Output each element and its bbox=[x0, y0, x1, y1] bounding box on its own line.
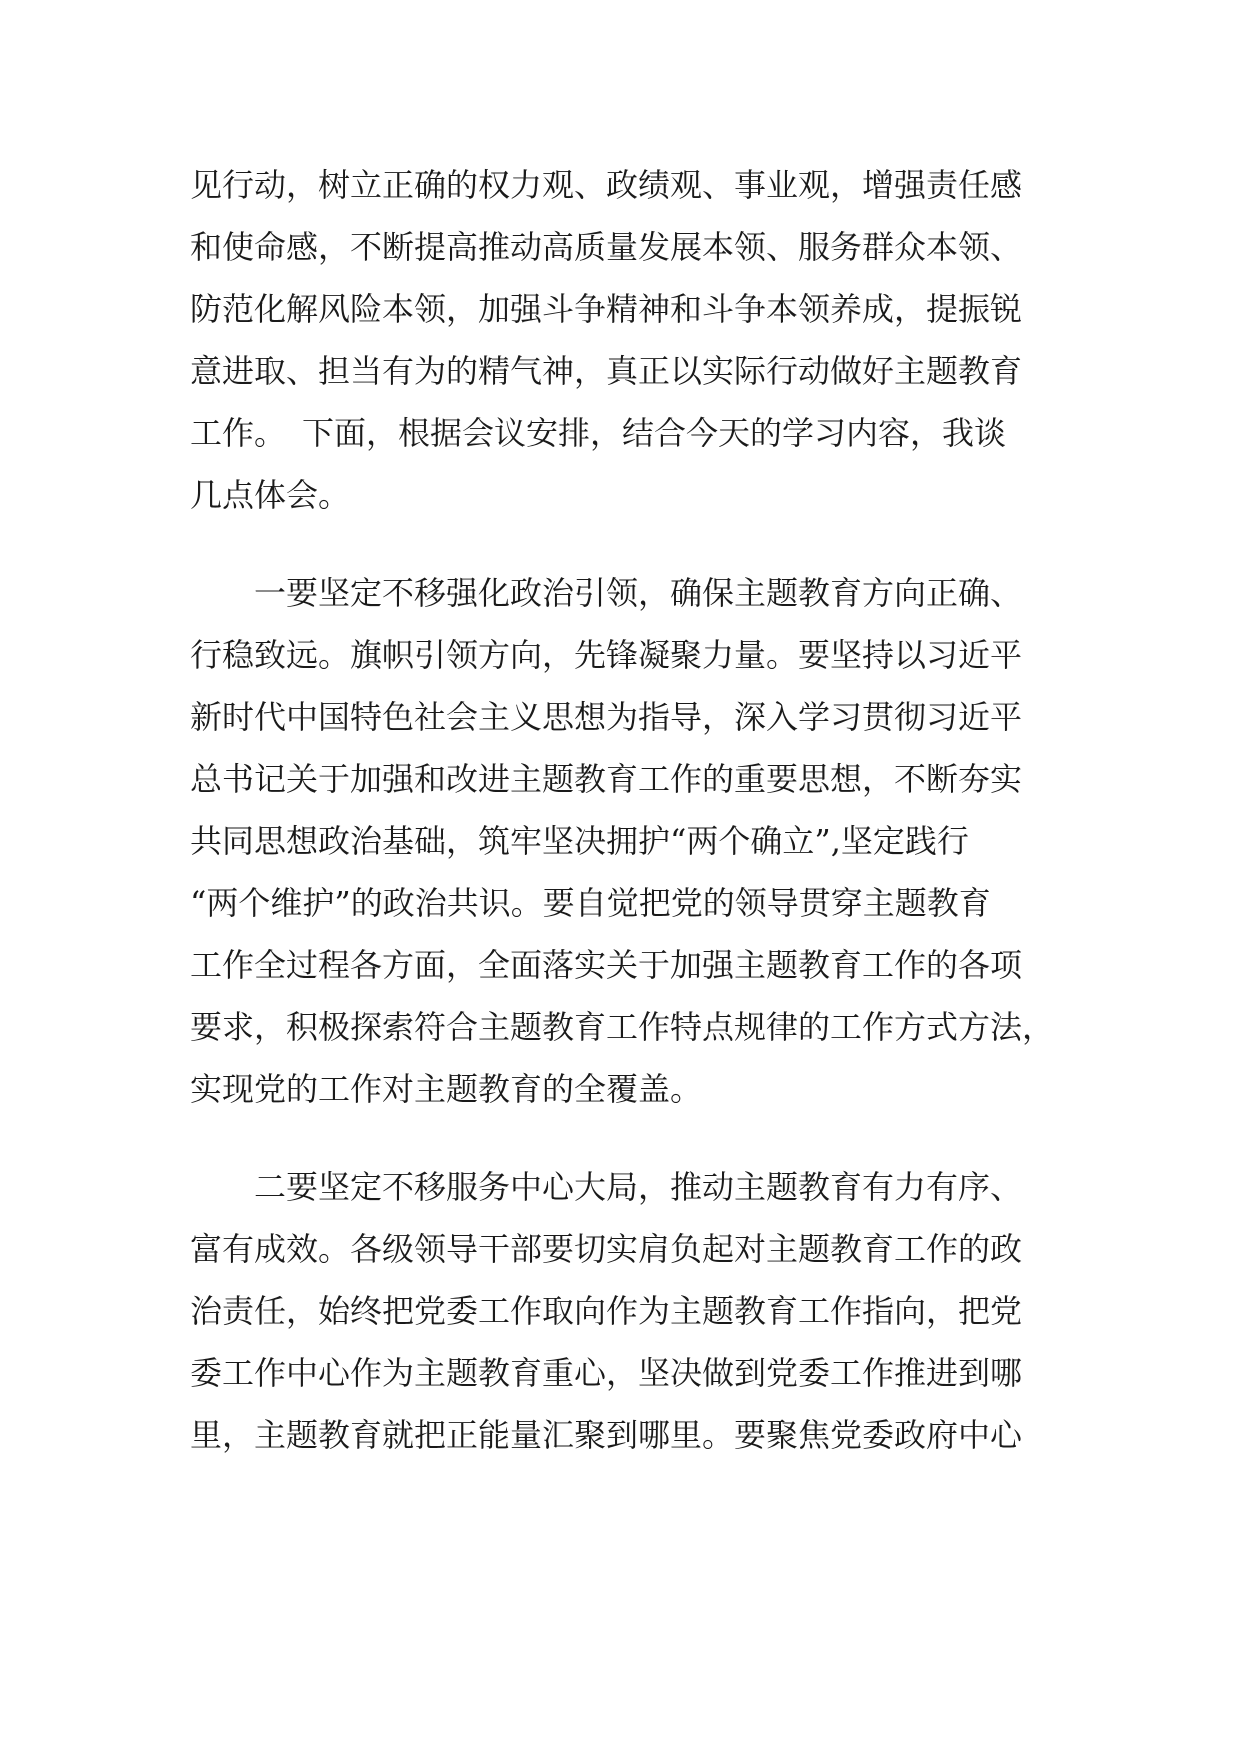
paragraph-line: 新时代中国特色社会主义思想为指导，深入学习贯彻习近平 bbox=[190, 698, 1023, 736]
paragraph-line: 工作。 下面，根据会议安排，结合今天的学习内容，我谈 bbox=[190, 414, 1007, 452]
paragraph-line: 治责任，始终把党委工作取向作为主题教育工作指向，把党 bbox=[190, 1292, 1023, 1330]
paragraph-line: 一要坚定不移强化政治引领，确保主题教育方向正确、 bbox=[254, 574, 1023, 612]
paragraph-line: 总书记关于加强和改进主题教育工作的重要思想，不断夯实 bbox=[190, 760, 1023, 798]
paragraph-line: “两个维护”的政治共识。要自觉把党的领导贯穿主题教育 bbox=[190, 884, 991, 922]
paragraph-line: 工作全过程各方面，全面落实关于加强主题教育工作的各项 bbox=[190, 946, 1023, 984]
paragraph-line: 见行动，树立正确的权力观、政绩观、事业观，增强责任感 bbox=[190, 166, 1023, 204]
paragraph-line: 里，主题教育就把正能量汇聚到哪里。要聚焦党委政府中心 bbox=[190, 1416, 1023, 1454]
paragraph-line: 富有成效。各级领导干部要切实肩负起对主题教育工作的政 bbox=[190, 1230, 1023, 1268]
paragraph-line: 几点体会。 bbox=[190, 476, 351, 514]
paragraph-line: 二要坚定不移服务中心大局，推动主题教育有力有序、 bbox=[254, 1168, 1023, 1206]
paragraph-line: 委工作中心作为主题教育重心，坚决做到党委工作推进到哪 bbox=[190, 1354, 1023, 1392]
paragraph-line: 和使命感，不断提高推动高质量发展本领、服务群众本领、 bbox=[190, 228, 1023, 266]
paragraph-line: 行稳致远。旗帜引领方向，先锋凝聚力量。要坚持以习近平 bbox=[190, 636, 1023, 674]
paragraph-line: 意进取、担当有为的精气神，真正以实际行动做好主题教育 bbox=[190, 352, 1023, 390]
paragraph-line: 共同思想政治基础，筑牢坚决拥护“两个确立”,坚定践行 bbox=[190, 822, 969, 860]
paragraph-line: 要求，积极探索符合主题教育工作特点规律的工作方式方法， bbox=[190, 1008, 1055, 1046]
paragraph-line: 实现党的工作对主题教育的全覆盖。 bbox=[190, 1070, 703, 1108]
paragraph-line: 防范化解风险本领，加强斗争精神和斗争本领养成，提振锐 bbox=[190, 290, 1023, 328]
